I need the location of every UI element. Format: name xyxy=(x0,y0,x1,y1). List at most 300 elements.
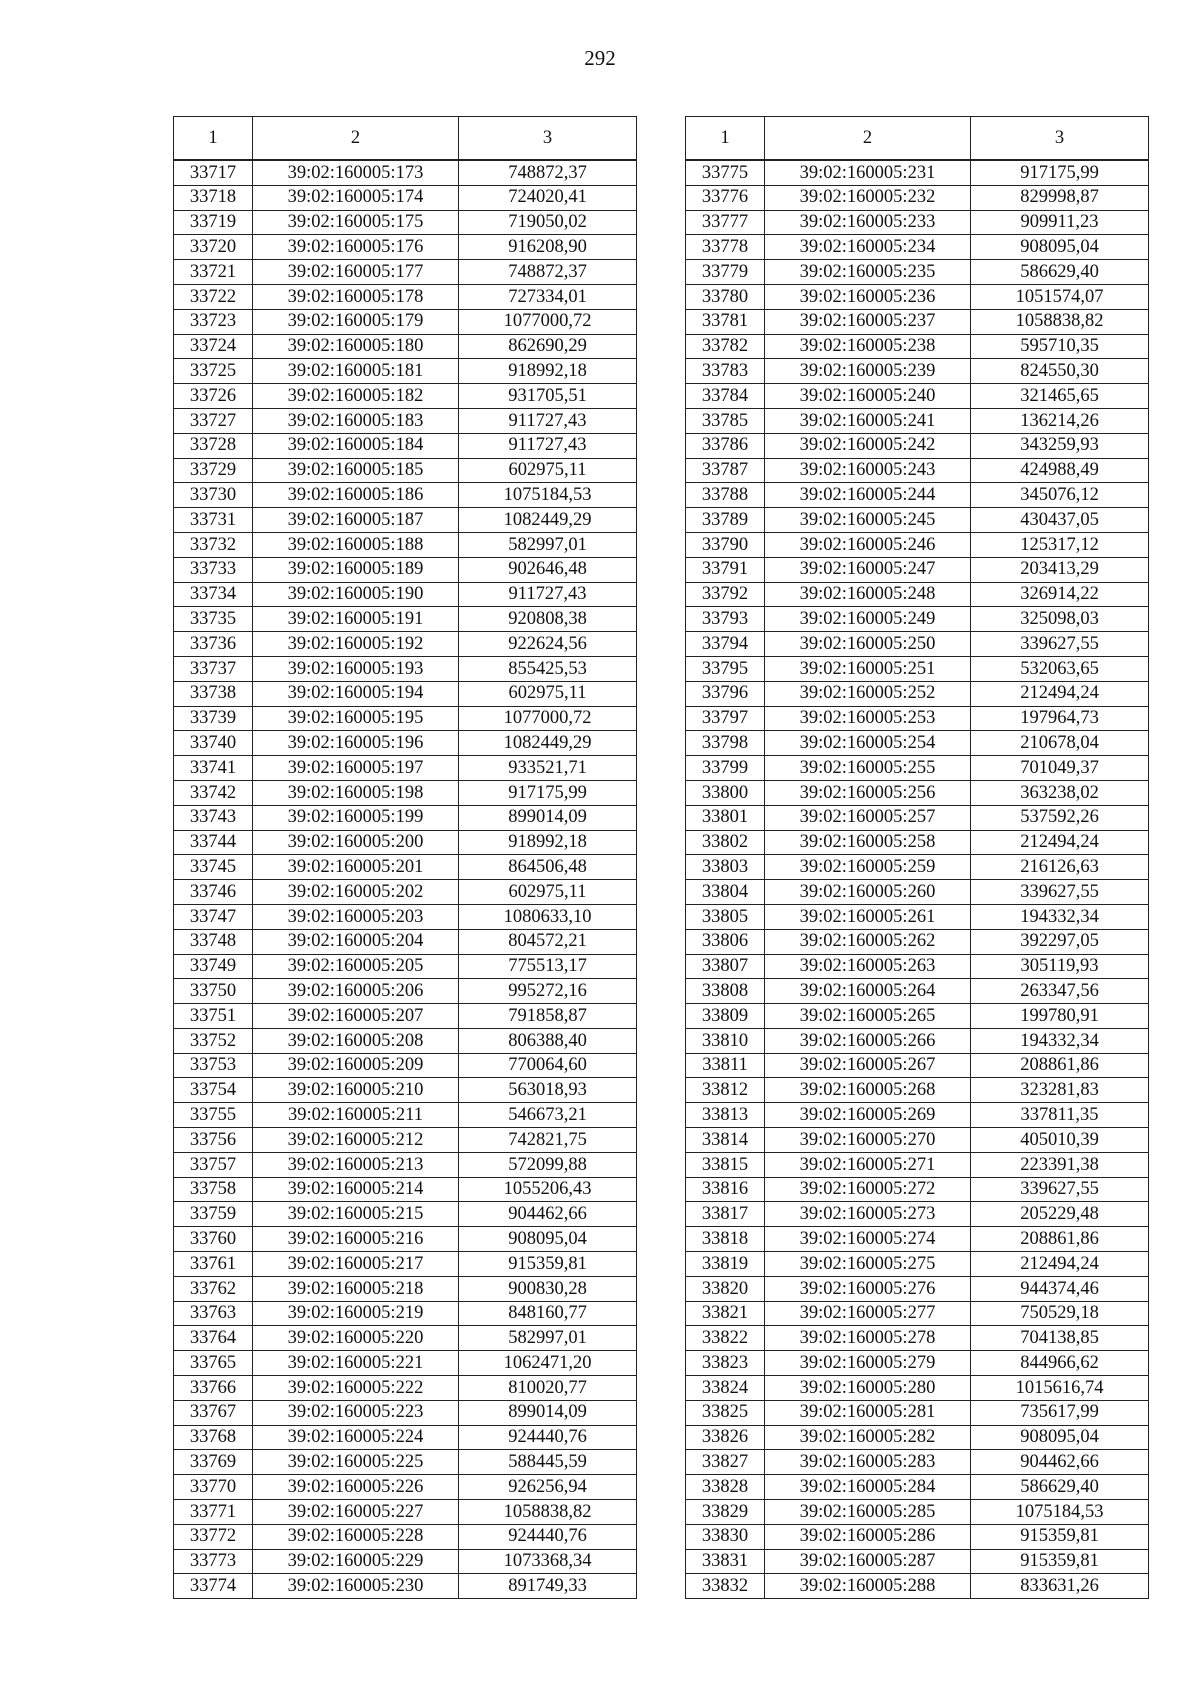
cadastral-number-cell: 39:02:160005:230 xyxy=(253,1574,459,1599)
cadastral-number-cell: 39:02:160005:244 xyxy=(765,483,971,508)
table-row xyxy=(686,1152,1149,1177)
row-number-cell: 33771 xyxy=(174,1500,253,1525)
table-row xyxy=(174,408,637,433)
value-cell: 1075184,53 xyxy=(459,483,637,508)
value-cell: 430437,05 xyxy=(971,508,1149,533)
cadastral-number-cell: 39:02:160005:186 xyxy=(253,483,459,508)
table-row xyxy=(686,582,1149,607)
value-cell: 775513,17 xyxy=(459,954,637,979)
cadastral-number-cell: 39:02:160005:203 xyxy=(253,904,459,929)
column-header-1: 1 xyxy=(686,117,765,161)
value-cell: 926256,94 xyxy=(459,1475,637,1500)
cadastral-number-cell: 39:02:160005:242 xyxy=(765,433,971,458)
cadastral-number-cell: 39:02:160005:271 xyxy=(765,1152,971,1177)
value-cell: 337811,35 xyxy=(971,1103,1149,1128)
cadastral-number-cell: 39:02:160005:272 xyxy=(765,1177,971,1202)
table-row xyxy=(174,185,637,210)
row-number-cell: 33811 xyxy=(686,1053,765,1078)
table-body-left xyxy=(174,160,637,1599)
table-row xyxy=(174,656,637,681)
value-cell: 824550,30 xyxy=(971,359,1149,384)
row-number-cell: 33726 xyxy=(174,384,253,409)
cadastral-number-cell: 39:02:160005:224 xyxy=(253,1425,459,1450)
value-cell: 908095,04 xyxy=(971,235,1149,260)
cadastral-number-cell: 39:02:160005:200 xyxy=(253,830,459,855)
cadastral-number-cell: 39:02:160005:236 xyxy=(765,284,971,309)
table-row xyxy=(686,656,1149,681)
value-cell: 405010,39 xyxy=(971,1128,1149,1153)
value-cell: 588445,59 xyxy=(459,1450,637,1475)
row-number-cell: 33804 xyxy=(686,880,765,905)
table-header-row xyxy=(174,117,637,161)
row-number-cell: 33750 xyxy=(174,979,253,1004)
column-header-1: 1 xyxy=(174,117,253,161)
row-number-cell: 33791 xyxy=(686,557,765,582)
table-row xyxy=(686,706,1149,731)
table-row xyxy=(686,830,1149,855)
row-number-cell: 33826 xyxy=(686,1425,765,1450)
value-cell: 917175,99 xyxy=(971,160,1149,185)
cadastral-number-cell: 39:02:160005:279 xyxy=(765,1351,971,1376)
cadastral-number-cell: 39:02:160005:192 xyxy=(253,632,459,657)
row-number-cell: 33784 xyxy=(686,384,765,409)
value-cell: 748872,37 xyxy=(459,260,637,285)
cadastral-number-cell: 39:02:160005:264 xyxy=(765,979,971,1004)
value-cell: 339627,55 xyxy=(971,1177,1149,1202)
value-cell: 1075184,53 xyxy=(971,1500,1149,1525)
row-number-cell: 33743 xyxy=(174,805,253,830)
table-row xyxy=(174,929,637,954)
row-number-cell: 33766 xyxy=(174,1376,253,1401)
row-number-cell: 33813 xyxy=(686,1103,765,1128)
value-cell: 216126,63 xyxy=(971,855,1149,880)
table-row xyxy=(686,681,1149,706)
table-row xyxy=(174,1252,637,1277)
value-cell: 899014,09 xyxy=(459,1400,637,1425)
cadastral-number-cell: 39:02:160005:177 xyxy=(253,260,459,285)
cadastral-number-cell: 39:02:160005:201 xyxy=(253,855,459,880)
value-cell: 197964,73 xyxy=(971,706,1149,731)
row-number-cell: 33718 xyxy=(174,185,253,210)
table-row xyxy=(686,1103,1149,1128)
cadastral-number-cell: 39:02:160005:287 xyxy=(765,1549,971,1574)
cadastral-number-cell: 39:02:160005:249 xyxy=(765,607,971,632)
cadastral-number-cell: 39:02:160005:259 xyxy=(765,855,971,880)
cadastral-number-cell: 39:02:160005:239 xyxy=(765,359,971,384)
table-row xyxy=(686,359,1149,384)
table-row xyxy=(174,1326,637,1351)
row-number-cell: 33748 xyxy=(174,929,253,954)
value-cell: 806388,40 xyxy=(459,1028,637,1053)
table-row xyxy=(686,780,1149,805)
row-number-cell: 33738 xyxy=(174,681,253,706)
row-number-cell: 33728 xyxy=(174,433,253,458)
value-cell: 742821,75 xyxy=(459,1128,637,1153)
cadastral-number-cell: 39:02:160005:252 xyxy=(765,681,971,706)
row-number-cell: 33803 xyxy=(686,855,765,880)
cadastral-number-cell: 39:02:160005:232 xyxy=(765,185,971,210)
table-row xyxy=(686,929,1149,954)
cadastral-number-cell: 39:02:160005:194 xyxy=(253,681,459,706)
row-number-cell: 33830 xyxy=(686,1524,765,1549)
cadastral-number-cell: 39:02:160005:257 xyxy=(765,805,971,830)
cadastral-number-cell: 39:02:160005:214 xyxy=(253,1177,459,1202)
row-number-cell: 33797 xyxy=(686,706,765,731)
row-number-cell: 33729 xyxy=(174,458,253,483)
value-cell: 1080633,10 xyxy=(459,904,637,929)
value-cell: 203413,29 xyxy=(971,557,1149,582)
value-cell: 305119,93 xyxy=(971,954,1149,979)
value-cell: 719050,02 xyxy=(459,210,637,235)
table-row xyxy=(174,954,637,979)
cadastral-number-cell: 39:02:160005:247 xyxy=(765,557,971,582)
row-number-cell: 33754 xyxy=(174,1078,253,1103)
row-number-cell: 33727 xyxy=(174,408,253,433)
cadastral-number-cell: 39:02:160005:184 xyxy=(253,433,459,458)
value-cell: 917175,99 xyxy=(459,780,637,805)
table-row xyxy=(174,1301,637,1326)
table-row xyxy=(174,483,637,508)
table-row xyxy=(174,681,637,706)
row-number-cell: 33800 xyxy=(686,780,765,805)
table-row xyxy=(174,1376,637,1401)
table-row xyxy=(174,210,637,235)
row-number-cell: 33737 xyxy=(174,656,253,681)
row-number-cell: 33752 xyxy=(174,1028,253,1053)
row-number-cell: 33814 xyxy=(686,1128,765,1153)
table-row xyxy=(174,359,637,384)
table-row xyxy=(686,1227,1149,1252)
cadastral-number-cell: 39:02:160005:267 xyxy=(765,1053,971,1078)
value-cell: 212494,24 xyxy=(971,830,1149,855)
row-number-cell: 33745 xyxy=(174,855,253,880)
table-row xyxy=(686,1475,1149,1500)
value-cell: 199780,91 xyxy=(971,1004,1149,1029)
value-cell: 891749,33 xyxy=(459,1574,637,1599)
cadastral-number-cell: 39:02:160005:215 xyxy=(253,1202,459,1227)
table-row xyxy=(686,557,1149,582)
row-number-cell: 33799 xyxy=(686,756,765,781)
row-number-cell: 33780 xyxy=(686,284,765,309)
cadastral-number-cell: 39:02:160005:265 xyxy=(765,1004,971,1029)
table-row xyxy=(174,979,637,1004)
value-cell: 586629,40 xyxy=(971,260,1149,285)
table-row xyxy=(174,1028,637,1053)
table-row xyxy=(174,880,637,905)
value-cell: 922624,56 xyxy=(459,632,637,657)
value-cell: 532063,65 xyxy=(971,656,1149,681)
cadastral-number-cell: 39:02:160005:182 xyxy=(253,384,459,409)
value-cell: 343259,93 xyxy=(971,433,1149,458)
value-cell: 902646,48 xyxy=(459,557,637,582)
table-row xyxy=(686,607,1149,632)
row-number-cell: 33824 xyxy=(686,1376,765,1401)
row-number-cell: 33721 xyxy=(174,260,253,285)
table-body-right xyxy=(686,160,1149,1599)
cadastral-number-cell: 39:02:160005:240 xyxy=(765,384,971,409)
value-cell: 326914,22 xyxy=(971,582,1149,607)
table-row xyxy=(174,1177,637,1202)
table-row xyxy=(686,1177,1149,1202)
cadastral-number-cell: 39:02:160005:238 xyxy=(765,334,971,359)
table-row xyxy=(174,532,637,557)
row-number-cell: 33789 xyxy=(686,508,765,533)
cadastral-number-cell: 39:02:160005:207 xyxy=(253,1004,459,1029)
table-row xyxy=(174,508,637,533)
value-cell: 704138,85 xyxy=(971,1326,1149,1351)
cadastral-number-cell: 39:02:160005:254 xyxy=(765,731,971,756)
table-row xyxy=(686,979,1149,1004)
cadastral-number-cell: 39:02:160005:273 xyxy=(765,1202,971,1227)
row-number-cell: 33819 xyxy=(686,1252,765,1277)
cadastral-number-cell: 39:02:160005:234 xyxy=(765,235,971,260)
row-number-cell: 33717 xyxy=(174,160,253,185)
value-cell: 194332,34 xyxy=(971,904,1149,929)
cadastral-number-cell: 39:02:160005:175 xyxy=(253,210,459,235)
value-cell: 924440,76 xyxy=(459,1425,637,1450)
cadastral-number-cell: 39:02:160005:263 xyxy=(765,954,971,979)
row-number-cell: 33832 xyxy=(686,1574,765,1599)
table-row xyxy=(174,731,637,756)
row-number-cell: 33812 xyxy=(686,1078,765,1103)
cadastral-number-cell: 39:02:160005:174 xyxy=(253,185,459,210)
row-number-cell: 33761 xyxy=(174,1252,253,1277)
cadastral-number-cell: 39:02:160005:286 xyxy=(765,1524,971,1549)
table-row xyxy=(174,1425,637,1450)
table-row xyxy=(174,309,637,334)
row-number-cell: 33742 xyxy=(174,780,253,805)
table-row xyxy=(174,855,637,880)
row-number-cell: 33770 xyxy=(174,1475,253,1500)
row-number-cell: 33794 xyxy=(686,632,765,657)
row-number-cell: 33739 xyxy=(174,706,253,731)
value-cell: 194332,34 xyxy=(971,1028,1149,1053)
row-number-cell: 33736 xyxy=(174,632,253,657)
cadastral-number-cell: 39:02:160005:187 xyxy=(253,508,459,533)
row-number-cell: 33796 xyxy=(686,681,765,706)
value-cell: 1058838,82 xyxy=(971,309,1149,334)
cadastral-number-cell: 39:02:160005:193 xyxy=(253,656,459,681)
cadastral-number-cell: 39:02:160005:255 xyxy=(765,756,971,781)
table-row xyxy=(174,607,637,632)
table-row xyxy=(174,160,637,185)
row-number-cell: 33746 xyxy=(174,880,253,905)
value-cell: 323281,83 xyxy=(971,1078,1149,1103)
row-number-cell: 33765 xyxy=(174,1351,253,1376)
value-cell: 899014,09 xyxy=(459,805,637,830)
row-number-cell: 33747 xyxy=(174,904,253,929)
value-cell: 212494,24 xyxy=(971,681,1149,706)
row-number-cell: 33806 xyxy=(686,929,765,954)
value-cell: 546673,21 xyxy=(459,1103,637,1128)
row-number-cell: 33768 xyxy=(174,1425,253,1450)
table-row xyxy=(686,1524,1149,1549)
value-cell: 363238,02 xyxy=(971,780,1149,805)
row-number-cell: 33731 xyxy=(174,508,253,533)
value-cell: 944374,46 xyxy=(971,1276,1149,1301)
cadastral-number-cell: 39:02:160005:195 xyxy=(253,706,459,731)
cadastral-number-cell: 39:02:160005:233 xyxy=(765,210,971,235)
value-cell: 864506,48 xyxy=(459,855,637,880)
table-row xyxy=(686,235,1149,260)
row-number-cell: 33756 xyxy=(174,1128,253,1153)
cadastral-number-cell: 39:02:160005:229 xyxy=(253,1549,459,1574)
cadastral-number-cell: 39:02:160005:269 xyxy=(765,1103,971,1128)
table-row xyxy=(686,1004,1149,1029)
row-number-cell: 33769 xyxy=(174,1450,253,1475)
cadastral-number-cell: 39:02:160005:179 xyxy=(253,309,459,334)
value-cell: 735617,99 xyxy=(971,1400,1149,1425)
value-cell: 1077000,72 xyxy=(459,706,637,731)
cadastral-number-cell: 39:02:160005:241 xyxy=(765,408,971,433)
table-row xyxy=(686,1078,1149,1103)
cadastral-number-cell: 39:02:160005:250 xyxy=(765,632,971,657)
table-row xyxy=(686,904,1149,929)
value-cell: 572099,88 xyxy=(459,1152,637,1177)
cadastral-number-cell: 39:02:160005:243 xyxy=(765,458,971,483)
cadastral-number-cell: 39:02:160005:191 xyxy=(253,607,459,632)
table-row xyxy=(174,1276,637,1301)
column-header-3: 3 xyxy=(459,117,637,161)
table-row xyxy=(686,1276,1149,1301)
value-cell: 918992,18 xyxy=(459,359,637,384)
row-number-cell: 33790 xyxy=(686,532,765,557)
value-cell: 829998,87 xyxy=(971,185,1149,210)
cadastral-number-cell: 39:02:160005:268 xyxy=(765,1078,971,1103)
row-number-cell: 33725 xyxy=(174,359,253,384)
value-cell: 602975,11 xyxy=(459,681,637,706)
cadastral-number-cell: 39:02:160005:208 xyxy=(253,1028,459,1053)
value-cell: 602975,11 xyxy=(459,880,637,905)
cadastral-number-cell: 39:02:160005:285 xyxy=(765,1500,971,1525)
table-row xyxy=(686,508,1149,533)
cadastral-number-cell: 39:02:160005:275 xyxy=(765,1252,971,1277)
row-number-cell: 33817 xyxy=(686,1202,765,1227)
column-header-2: 2 xyxy=(253,117,459,161)
table-row xyxy=(686,1450,1149,1475)
cadastral-number-cell: 39:02:160005:220 xyxy=(253,1326,459,1351)
row-number-cell: 33785 xyxy=(686,408,765,433)
table-row xyxy=(686,384,1149,409)
cadastral-number-cell: 39:02:160005:206 xyxy=(253,979,459,1004)
row-number-cell: 33772 xyxy=(174,1524,253,1549)
cadastral-number-cell: 39:02:160005:227 xyxy=(253,1500,459,1525)
cadastral-number-cell: 39:02:160005:256 xyxy=(765,780,971,805)
row-number-cell: 33778 xyxy=(686,235,765,260)
table-row xyxy=(686,1351,1149,1376)
cadastral-number-cell: 39:02:160005:237 xyxy=(765,309,971,334)
table-row xyxy=(174,706,637,731)
table-row xyxy=(686,1376,1149,1401)
cadastral-table-right xyxy=(685,116,1149,1599)
table-row xyxy=(686,632,1149,657)
row-number-cell: 33809 xyxy=(686,1004,765,1029)
cadastral-number-cell: 39:02:160005:183 xyxy=(253,408,459,433)
row-number-cell: 33792 xyxy=(686,582,765,607)
cadastral-number-cell: 39:02:160005:199 xyxy=(253,805,459,830)
table-row xyxy=(174,235,637,260)
row-number-cell: 33722 xyxy=(174,284,253,309)
cadastral-number-cell: 39:02:160005:196 xyxy=(253,731,459,756)
cadastral-number-cell: 39:02:160005:212 xyxy=(253,1128,459,1153)
value-cell: 602975,11 xyxy=(459,458,637,483)
cadastral-number-cell: 39:02:160005:219 xyxy=(253,1301,459,1326)
row-number-cell: 33773 xyxy=(174,1549,253,1574)
cadastral-number-cell: 39:02:160005:235 xyxy=(765,260,971,285)
row-number-cell: 33823 xyxy=(686,1351,765,1376)
cadastral-number-cell: 39:02:160005:225 xyxy=(253,1450,459,1475)
row-number-cell: 33815 xyxy=(686,1152,765,1177)
value-cell: 392297,05 xyxy=(971,929,1149,954)
value-cell: 916208,90 xyxy=(459,235,637,260)
cadastral-number-cell: 39:02:160005:280 xyxy=(765,1376,971,1401)
cadastral-number-cell: 39:02:160005:205 xyxy=(253,954,459,979)
table-row xyxy=(686,1400,1149,1425)
value-cell: 345076,12 xyxy=(971,483,1149,508)
table-row xyxy=(686,855,1149,880)
row-number-cell: 33767 xyxy=(174,1400,253,1425)
row-number-cell: 33822 xyxy=(686,1326,765,1351)
row-number-cell: 33807 xyxy=(686,954,765,979)
row-number-cell: 33783 xyxy=(686,359,765,384)
row-number-cell: 33720 xyxy=(174,235,253,260)
table-header-row xyxy=(686,117,1149,161)
cadastral-number-cell: 39:02:160005:204 xyxy=(253,929,459,954)
value-cell: 582997,01 xyxy=(459,532,637,557)
value-cell: 833631,26 xyxy=(971,1574,1149,1599)
cadastral-number-cell: 39:02:160005:180 xyxy=(253,334,459,359)
cadastral-number-cell: 39:02:160005:251 xyxy=(765,656,971,681)
row-number-cell: 33805 xyxy=(686,904,765,929)
row-number-cell: 33775 xyxy=(686,160,765,185)
cadastral-number-cell: 39:02:160005:266 xyxy=(765,1028,971,1053)
value-cell: 911727,43 xyxy=(459,408,637,433)
table-row xyxy=(686,532,1149,557)
value-cell: 748872,37 xyxy=(459,160,637,185)
page-number: 292 xyxy=(584,46,616,70)
value-cell: 136214,26 xyxy=(971,408,1149,433)
cadastral-number-cell: 39:02:160005:245 xyxy=(765,508,971,533)
value-cell: 904462,66 xyxy=(459,1202,637,1227)
cadastral-number-cell: 39:02:160005:226 xyxy=(253,1475,459,1500)
value-cell: 933521,71 xyxy=(459,756,637,781)
row-number-cell: 33816 xyxy=(686,1177,765,1202)
cadastral-number-cell: 39:02:160005:185 xyxy=(253,458,459,483)
row-number-cell: 33760 xyxy=(174,1227,253,1252)
table-row xyxy=(174,334,637,359)
table-row xyxy=(686,1252,1149,1277)
cadastral-number-cell: 39:02:160005:197 xyxy=(253,756,459,781)
cadastral-number-cell: 39:02:160005:178 xyxy=(253,284,459,309)
cadastral-number-cell: 39:02:160005:262 xyxy=(765,929,971,954)
cadastral-number-cell: 39:02:160005:221 xyxy=(253,1351,459,1376)
table-row xyxy=(174,384,637,409)
table-row xyxy=(686,483,1149,508)
table-row xyxy=(174,1227,637,1252)
row-number-cell: 33741 xyxy=(174,756,253,781)
row-number-cell: 33733 xyxy=(174,557,253,582)
cadastral-number-cell: 39:02:160005:281 xyxy=(765,1400,971,1425)
table-row xyxy=(686,408,1149,433)
row-number-cell: 33829 xyxy=(686,1500,765,1525)
value-cell: 1015616,74 xyxy=(971,1376,1149,1401)
cadastral-number-cell: 39:02:160005:248 xyxy=(765,582,971,607)
value-cell: 727334,01 xyxy=(459,284,637,309)
value-cell: 804572,21 xyxy=(459,929,637,954)
cadastral-number-cell: 39:02:160005:198 xyxy=(253,780,459,805)
cadastral-table-left xyxy=(173,116,637,1599)
table-row xyxy=(174,557,637,582)
